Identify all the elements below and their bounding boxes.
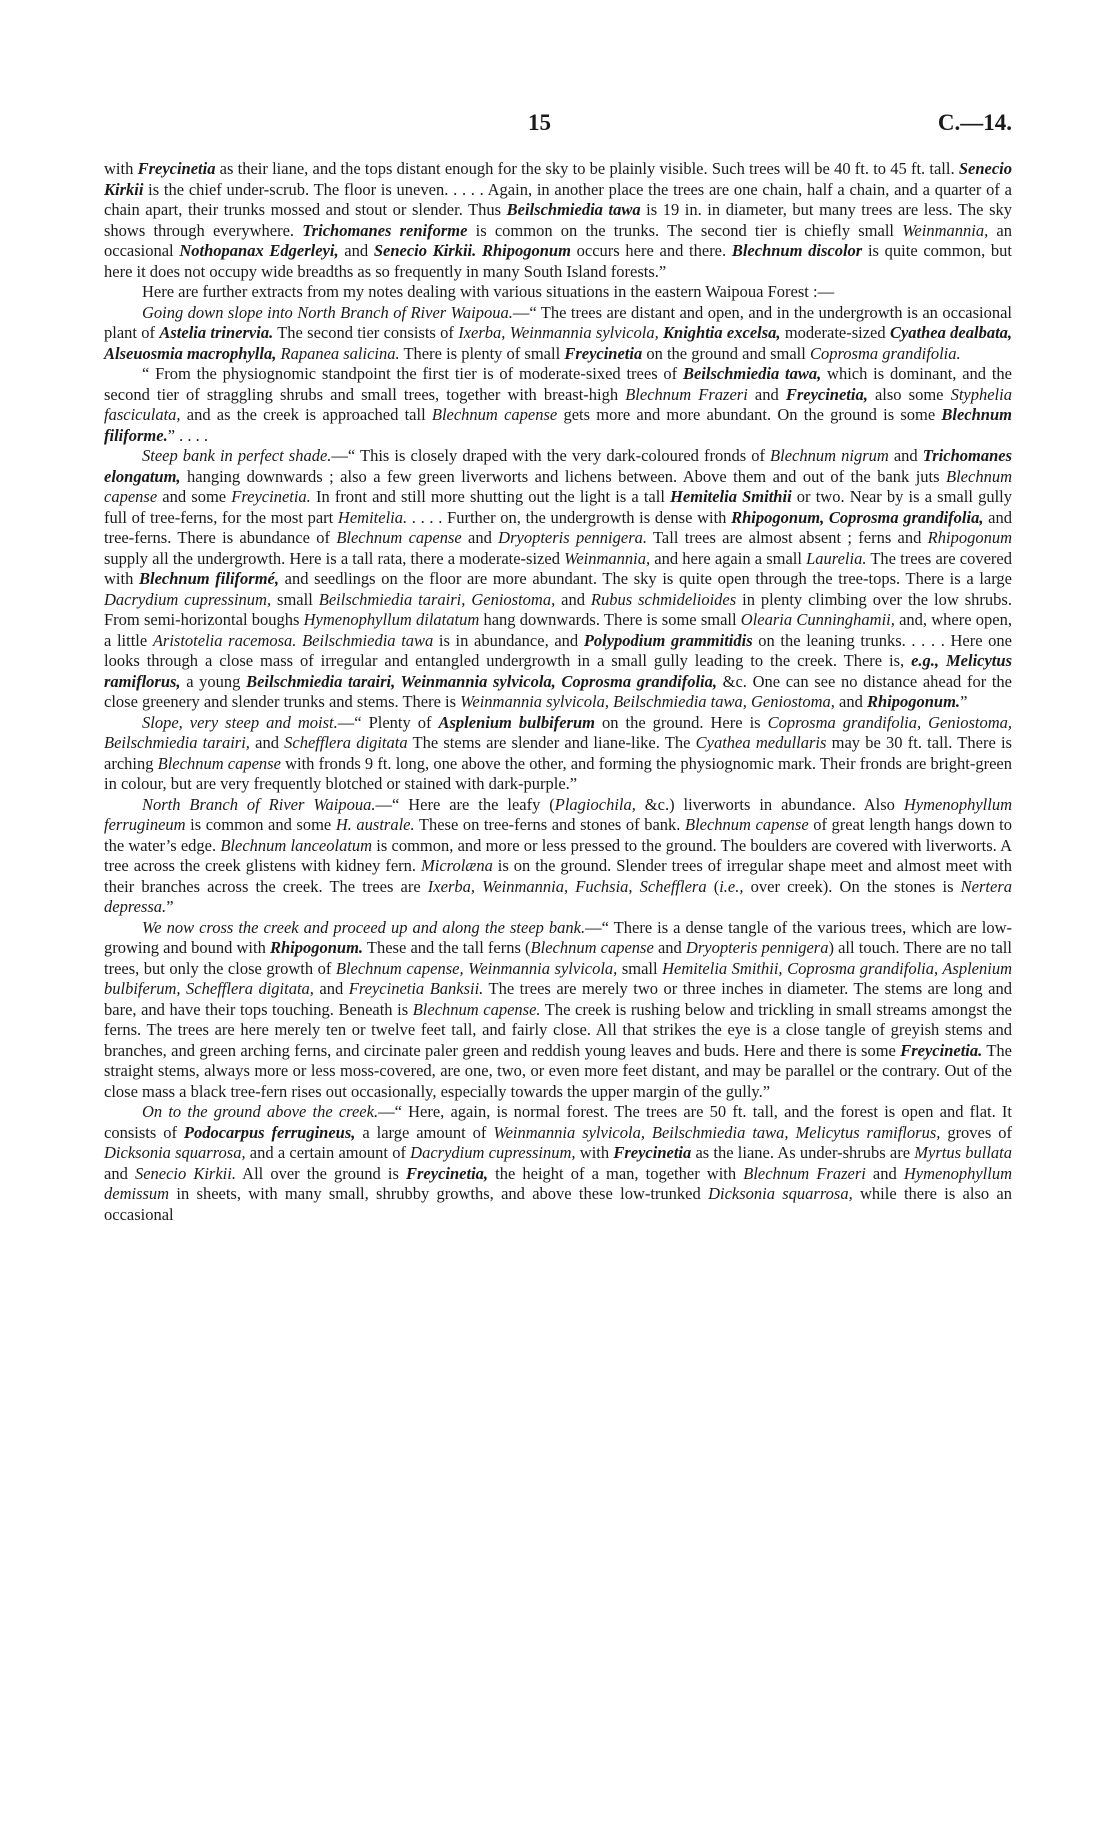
species-name: Astelia trinervia. [159,323,274,342]
italic-term: Dacrydium cupressinum, [104,589,272,609]
text-run: The stems are slender and liane-like. The [407,733,696,752]
page-header [104,110,1012,144]
species-name: Rhipogonum [481,241,571,260]
italic-term: Dicksonia squarrosa, [708,1184,853,1203]
italic-term: Blechnum capense [157,753,281,773]
italic-term: Olearia Cunninghamii, [740,610,895,629]
species-name: Freycinetia. [900,1040,983,1060]
text-run: Tall trees are almost absent ; ferns and [647,528,928,547]
text-run: and [249,733,285,752]
text-run: &c.) liverworts in abundance. Also [635,794,904,814]
italic-term: Blechnum nigrum [770,446,889,465]
text-run: The trees are covered with [104,548,1012,588]
species-name: Trichomanes elongatum, [104,446,1013,486]
text-run: a large amount of [355,1122,494,1142]
italic-term: Slope, very steep and moist. [142,712,338,732]
italic-term: Hemitelia. [337,507,408,527]
text-run: In front and still more shutting out the light is a tall [310,487,671,506]
text-run: and [653,938,686,957]
italic-term: We now cross the creek and proceed up and along the steep bank. [142,917,586,937]
text-run: the height of a man, together with [488,1163,744,1183]
text-run: and [834,692,867,711]
italic-term: Nertera depressa. [104,876,1013,916]
italic-term: Blechnum capense [530,938,654,957]
italic-term: Dryopteris pennigera [685,938,829,957]
paragraph [104,918,1012,1103]
text-run: gets more and more abundant. On the ground is some [557,405,942,424]
species-name: Freycinetia, [785,384,868,404]
text-run: —“ This is closely draped with the very dark-coloured fronds of [331,446,771,465]
italic-term: Coprosma grandifolia, Geniostoma, Beilschmiedia tarairi, [104,712,1013,752]
text-run: moderate-sized [780,323,890,342]
text-run: and [555,589,591,609]
species-name: Senecio Kirkii. [373,241,477,260]
text-run: and as the creek is approached tall [180,405,432,424]
text-run: as the liane. As under-shrubs are [691,1143,915,1162]
text-run: —“ Here, again, is normal forest. The trees are 50 ft. tall, and the forest is open and flat. It consists of [104,1102,1013,1142]
text-run: and tree-ferns. There is abundance of [104,507,1012,547]
text-run: and some [157,487,232,506]
text-run: occurs here and there. [570,241,732,260]
paragraph [104,159,1012,282]
species-name: Hemitelia Smithii [670,487,792,506]
text-run: . . . . Further on, the undergrowth is dense with [407,507,732,527]
italic-term: Hymenophyllum ferrugineum [104,794,1012,834]
paragraph [104,446,1012,713]
text-run: —“ Here are the leafy ( [375,794,555,814]
text-run: hanging downwards ; also a few green liverworts and lichens between. Above them and out of the bank juts [180,466,947,486]
text-run: which is dominant, and the second tier of straggling shrubs and small trees, together with breast-high [104,364,1012,404]
italic-term: Styphelia fasciculata, [104,384,1012,424]
species-name: Asplenium bulbiferum [438,712,595,732]
text-run: ” [960,692,968,711]
species-name: Freycinetia, [406,1163,489,1183]
text-run: and [888,446,923,465]
text-run: is quite common, but here it does not occupy wide breadths as so frequently in many South Island forests.” [104,241,1012,281]
species-name: Rhipogonum. [866,692,961,711]
text-run: The straight stems, always more or less moss-covered, are one, two, or even more feet distant, and may be parallel or the contrary. Out of the close mass a black tree-fern rises out occasionally, especially towards the upper margin of the gully.” [104,1040,1012,1101]
text-run: There is plenty of small [399,343,565,363]
species-name: Podocarpus ferrugineus, [183,1122,356,1142]
text-run: is common on the trunks. The second tier is chiefly small [467,220,903,240]
italic-term: Dicksonia squarrosa, [104,1143,246,1162]
text-run: on the ground. Here is [594,712,768,732]
text-run: ” . . . . [167,425,209,445]
italic-term: North Branch of River Waipoua. [142,794,376,814]
text-run: ) all touch. There are no tall trees, but only the close growth of [104,938,1012,978]
italic-term: Microlæna [421,856,493,875]
italic-term: Steep bank in perfect shade. [142,446,332,465]
text-run: All over the ground is [235,1163,406,1183]
italic-term: Rapanea salicina. [280,343,400,363]
text-run: with [104,159,138,178]
italic-term: Dryopteris pennigera. [498,528,647,547]
text-run: small [271,589,319,609]
text-run: and a certain amount of [245,1143,411,1162]
text-run: ( [706,876,720,896]
italic-term: Weinmannia sylvicola, [509,323,659,342]
text-run: and [338,241,374,260]
italic-term: Blechnum Frazeri [743,1163,866,1183]
italic-term: Weinmannia, [902,220,989,240]
italic-term: Blechnum capense [104,466,1012,506]
species-name: Blechnum discolor [731,241,863,260]
text-run: and [104,1163,135,1183]
species-name: Beilschmiedia tawa [506,200,641,219]
species-name: Freycinetia [613,1143,692,1162]
text-run: The trees are merely two or three inches in diameter. The stems are long and bare, and have their tops touching. Beneath is [104,979,1012,1019]
text-run: These on tree-ferns and stones of bank. [414,815,685,834]
text-run: as their liane, and the tops distant enough for the sky to be plainly visible. Such trees will be 40 ft. to 45 ft. tall. [215,159,959,178]
species-name: Blechnum filiformé, [139,569,279,588]
text-run: —“ The trees are distant and open, and in the undergrowth is an occasional plant of [104,302,1013,342]
paragraph [104,303,1012,365]
text-run: in sheets, with many small, shrubby growths, and above these low-trunked [169,1184,709,1203]
text-run: with [575,1143,614,1162]
italic-term: Blechnum capense [336,528,462,547]
text-run: is the chief under-scrub. The floor is uneven. . . . . Again, in another place the trees are one chain, half a chain, and a quarter of a chain apart, their trunks mossed and stout or slender. Thus [104,179,1012,219]
paragraph [104,795,1012,918]
text-run: and seedlings on the floor are more abundant. The sky is quite open through the tree-tops. There is a large [279,569,1012,588]
text-run: supply all the undergrowth. Here is a tall rata, there a moderate-sized [104,548,565,568]
italic-term: Aristotelia racemosa. [152,630,297,650]
species-name: Knightia excelsa, [663,323,781,342]
text-run: and, where open, a little [104,610,1012,650]
italic-term: Freycinetia. [231,487,311,506]
species-name: Polypodium grammitidis [583,630,753,650]
italic-term: i.e., [719,876,744,896]
italic-term: Hymenophyllum demissum [104,1163,1012,1203]
species-name: Trichomanes reniforme [302,220,468,240]
text-run: on the ground and small [642,343,810,363]
italic-term: Blechnum capense, Weinmannia sylvicola, [335,958,618,978]
series-code: C.—14. [937,110,1012,135]
paragraph [104,713,1012,795]
italic-term: Hemitelia Smithii, Coprosma grandifolia, Asplenium bulbiferum, Schefflera digitata, [104,958,1012,998]
text-run: —“ Plenty of [337,712,439,732]
text-run: and [313,979,349,998]
text-run: hang downwards. There is some small [479,610,741,629]
text-run: over creek). On the stones is [743,876,961,896]
text-run: is 19 in. in diameter, but many trees are less. The sky shows through everywhere. [104,200,1012,240]
text-run: The second tier consists of [273,323,459,342]
paragraph [104,364,1012,446]
italic-term: Weinmannia sylvicola, Beilschmiedia tawa, Melicytus ramiflorus, [493,1122,941,1142]
text-run: These and the tall ferns ( [363,938,531,957]
page-number: 15 [528,110,551,135]
text-run: and [747,384,786,404]
text-run: is in abundance, and [433,630,584,650]
italic-term: Freycinetia Banksii. [348,979,484,998]
text-run: of great length hangs down to the water’s edge. [104,815,1013,855]
italic-term: Beilschmiedia tawa [302,630,434,650]
text-run: also some [867,384,951,404]
italic-term: Ixerba, [458,323,506,342]
italic-term: Laurelia. [806,548,867,568]
species-name: Senecio Kirkii [104,159,1012,199]
text-run: an occasional [104,220,1012,260]
text-run: or two. Near by is a small gully full of tree-ferns, for the most part [104,487,1012,527]
italic-term: Blechnum capense [684,815,809,834]
italic-term: Schefflera digitata [284,733,408,752]
italic-term: Ixerba, Weinmannia, Fuchsia, Schefflera [427,876,707,896]
paragraph [104,1102,1012,1225]
italic-term: Beilschmiedia tarairi, Geniostoma, [318,589,556,609]
species-name: Freycinetia [137,159,216,178]
text-run: small [617,958,663,978]
text-run: on the leaning trunks. . . . . Here one looks through a close mass of irregular and entangled undergrowth in a small gully leading to the creek. There is, [104,630,1012,670]
text-run: and [865,1163,904,1183]
paragraph [104,282,1012,303]
text-run: &c. One can see no distance ahead for the close greenery and slender trunks and stems. There is [104,671,1012,711]
species-name: e.g., Melicytus ramiflorus, [104,651,1012,691]
species-name: Nothopanax Edgerleyi, [179,241,339,260]
text-run: in plenty climbing over the low shrubs. From semi-horizontal boughs [104,589,1012,629]
text-run: groves of [940,1122,1012,1142]
italic-term: Blechnum lanceolatum [220,835,373,855]
species-name: Blechnum filiforme. [104,405,1012,445]
italic-term: Senecio Kirkii. [134,1163,236,1183]
text-run: Here are further extracts from my notes dealing with various situations in the eastern Waipoua Forest :— [142,282,835,301]
italic-term: Rhipogonum [927,528,1013,547]
body-text [104,159,1012,1225]
text-run: is common, and more or less pressed to the ground. The boulders are covered with liverworts. A tree across the creek glistens with kidney fern. [104,835,1013,875]
italic-term: Cyathea medullaris [695,733,827,752]
species-name: Rhipogonum, Coprosma grandifolia, [731,507,984,527]
species-name: Freycinetia [564,343,643,363]
italic-term: Plagiochila, [554,794,636,814]
text-run: a young [180,671,247,691]
text-run: may be 30 ft. tall. There is arching [104,733,1012,773]
italic-term: Blechnum capense [431,405,558,424]
text-run: while there is also an occasional [104,1184,1013,1224]
species-name: Cyathea dealbata, Alseuosmia macrophylla, [104,323,1013,363]
italic-term: On to the ground above the creek. [142,1102,379,1121]
italic-term: Weinmannia sylvicola, Beilschmiedia tawa, Geniostoma, [460,692,835,711]
italic-term: Going down slope into North Branch of River Waipoua. [142,302,513,322]
italic-term: Rubus schmidelioides [590,589,737,609]
text-run: The creek is rushing below and trickling in small streams amongst the ferns. The trees are here merely ten or twelve feet tall, and fairly close. All that strikes the eye is a close tangle of greyish stems and branches, and green arching ferns, and circinate paler green and reddish young leaves and buds. Here and there is some [104,999,1012,1060]
italic-term: Myrtus bullata [914,1143,1012,1162]
species-name: Rhipogonum. [269,938,364,957]
text-run: and here again a small [650,548,807,568]
text-run: ” [166,897,174,916]
text-run: “ From the physiognomic standpoint the first tier is of moderate-sixed trees of [142,364,683,383]
italic-term: H. australe. [335,815,415,834]
italic-term: Coprosma grandifolia. [809,343,961,363]
text-run: is on the ground. Slender trees of irregular shape meet and almost meet with their branches across the creek. The trees are [104,856,1012,896]
italic-term: Blechnum capense. [412,999,541,1019]
italic-term: Blechnum Frazeri [625,384,748,404]
italic-term: Hymenophyllum dilatatum [303,610,480,629]
italic-term: Dacrydium cupressinum, [410,1143,576,1162]
text-run: with fronds 9 ft. long, one above the other, and forming the physiognomic mark. Their fronds are bright-green in colour, but are very frequently blotched or stained with dark-purple.” [104,753,1012,793]
italic-term: Weinmannia, [564,548,651,568]
species-name: Beilschmiedia tawa, [682,364,822,383]
species-name: Beilschmiedia tarairi, Weinmannia sylvicola, Coprosma grandifolia, [246,671,717,691]
text-run: is common and some [185,815,336,834]
text-run: —“ There is a dense tangle of the various trees, which are low-growing and bound with [104,917,1012,957]
text-run: and [461,528,499,547]
